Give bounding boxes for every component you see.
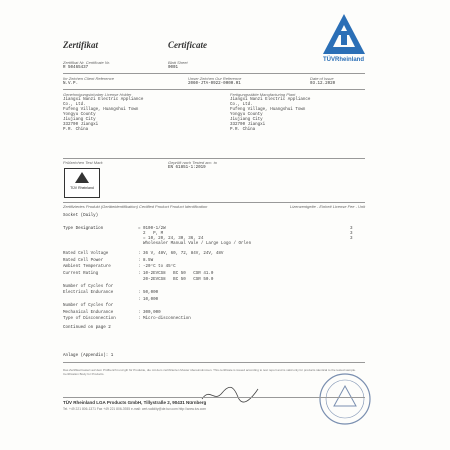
sheet-label: Blatt Sheet xyxy=(168,60,188,65)
mark-triangle-icon xyxy=(75,172,89,183)
cert-number-label: Zertifikat Nr. Certificate Nr. xyxy=(63,60,111,65)
plant-address-line: 332700 Jiangxi xyxy=(230,123,266,127)
plant-address-line: Co., Ltd. xyxy=(230,103,253,107)
holder-address-line: 332700 Jiangxi xyxy=(63,123,99,127)
cert-number: R 50465437 xyxy=(63,66,89,70)
spec-value: : 50,000 xyxy=(138,291,159,295)
appendix: Anlage (Appendix): 1 xyxy=(63,354,114,358)
spec-value: 20-2EVCS8 BC 50 CSR 50.0 xyxy=(138,278,214,282)
plant-address xyxy=(230,98,310,133)
signature xyxy=(200,383,260,405)
license-fee-value: 3 xyxy=(350,227,353,231)
issue-date: 03.12.2020 xyxy=(310,82,336,86)
plant-label: Fertigungsstätte Manufacturing Plant xyxy=(230,92,296,97)
divider xyxy=(63,89,365,90)
type-designation-line: = 10, 20, 24, 30, 36, 24 xyxy=(138,237,204,241)
product-label: Zertifiziertes Produkt (Geräteidentifikation) Certified Product Product Identification xyxy=(63,204,208,209)
license-fee-label: Lizenzentgelte - Einheit License Fee - Unit xyxy=(290,204,366,209)
spec-label: Number of Cycles for xyxy=(63,304,114,308)
test-mark xyxy=(64,168,100,198)
our-reference-label: Unser Zeichen Our Reference xyxy=(188,76,242,81)
tested-label: Geprüft nach Tested acc. to xyxy=(168,160,217,165)
continued-note: Continued on page 2 xyxy=(63,326,111,330)
holder-address-line: Fufeng Village, Huangshui Town xyxy=(63,108,139,112)
spec-label: Type of Disconnection xyxy=(63,317,116,321)
type-designation-line: = 0100-1/2W xyxy=(138,227,166,231)
spec-label: Electrical Endurance xyxy=(63,291,114,295)
holder-address-line: Co., Ltd. xyxy=(63,103,86,107)
license-fee-value: 3 xyxy=(350,232,353,236)
type-designation-label: Type Designation xyxy=(63,227,104,231)
divider xyxy=(63,158,365,159)
license-fee-value: 3 xyxy=(350,237,353,241)
tuv-logo xyxy=(306,13,381,73)
divider xyxy=(63,362,365,363)
holder-label: Genehmigungsinhaber License Holder xyxy=(63,92,132,97)
type-designation xyxy=(138,227,251,247)
brand-text: TÜVRheinland xyxy=(322,57,364,63)
spec-value: : Micro-disconnection xyxy=(138,317,191,321)
holder-address xyxy=(63,98,143,133)
seal-stamp-icon xyxy=(318,372,372,426)
divider xyxy=(63,397,365,398)
holder-address-line: P.R. China xyxy=(63,128,89,132)
license-fees xyxy=(350,227,353,242)
spec-value: : 36 V, 48V, 60, 72, 84V, 24V, 48V xyxy=(138,252,224,256)
spec-value: : 10,000 xyxy=(138,297,159,302)
spec-value: : 8.5W xyxy=(138,258,154,263)
spec-label: Number of Cycles for xyxy=(63,284,114,289)
spec-label: Ambient Temperature xyxy=(63,265,111,269)
sheet-number: 0001 xyxy=(168,66,179,70)
plant-address-line: Jiangxi Nanzi Electric Appliance xyxy=(230,98,311,102)
our-reference: 2060-JTA-0922-0000.01 xyxy=(188,82,241,86)
holder-address-line: Jiangxi Nanzi Electric Appliance xyxy=(63,98,144,102)
spec-label: Current Rating xyxy=(63,271,99,276)
footer-contact: Tel. +49 221 806-1371 Fax +49 221 806-3935 e-mail: cert-validity@de.tuv.com http://www.tuv.com xyxy=(63,407,207,411)
spec-value: : -20°C to 45°C xyxy=(138,265,176,269)
type-designation-line: 2 P, M xyxy=(138,232,164,236)
divider xyxy=(63,202,365,203)
holder-address-line: Yongyu County xyxy=(63,113,96,117)
footer-company: TÜV Rheinland LGA Products GmbH, Tillystraße 2, 90431 Nürnberg xyxy=(63,400,207,405)
fine-print: Das Zertifikat basiert auf dem Prüfbericht und gilt für Produkte, die mit dem zertifizierten Muster übereinstimmen. This certificate is issued according to test report and is valid only for products identical to the tested sample. Certification Body for Products. xyxy=(63,368,356,376)
spec-value: : 300,000 xyxy=(138,310,161,315)
title-english: Certificate xyxy=(168,40,207,50)
mark-text: TÜV Rheinland xyxy=(70,186,94,190)
test-mark-label: Prüfzeichen Test Mark xyxy=(63,160,103,165)
issue-date-label: Date of Issue xyxy=(310,76,334,81)
spec-label: Mechanical Endurance xyxy=(63,310,114,315)
triangle-logo-icon xyxy=(322,13,366,55)
spec-label: Rated Cell Voltage xyxy=(63,252,109,256)
plant-address-line: Fufeng Village, Huangshui Town xyxy=(230,108,306,112)
plant-address-line: Jiujiang City xyxy=(230,118,263,122)
tested-standard: EN 61851-1:2019 xyxy=(168,166,206,170)
title-german: Zertifikat xyxy=(63,40,98,50)
product-name: Socket (Daily) xyxy=(63,214,99,218)
spec-label: Rated Cell Power xyxy=(63,258,104,263)
plant-address-line: P.R. China xyxy=(230,128,256,132)
type-designation-line: Wholesaler Manual Vale / Large Logo / Orlen xyxy=(138,242,252,246)
plant-address-line: Yongyu County xyxy=(230,113,263,117)
client-reference-label: Ihr Zeichen Client Reference xyxy=(63,76,114,81)
holder-address-line: Jiujiang City xyxy=(63,118,96,122)
spec-value: : 10-2EVCS8 BC 50 CSR 41.0 xyxy=(138,271,214,276)
divider xyxy=(63,73,365,74)
client-reference: N.V.P. xyxy=(63,82,79,86)
